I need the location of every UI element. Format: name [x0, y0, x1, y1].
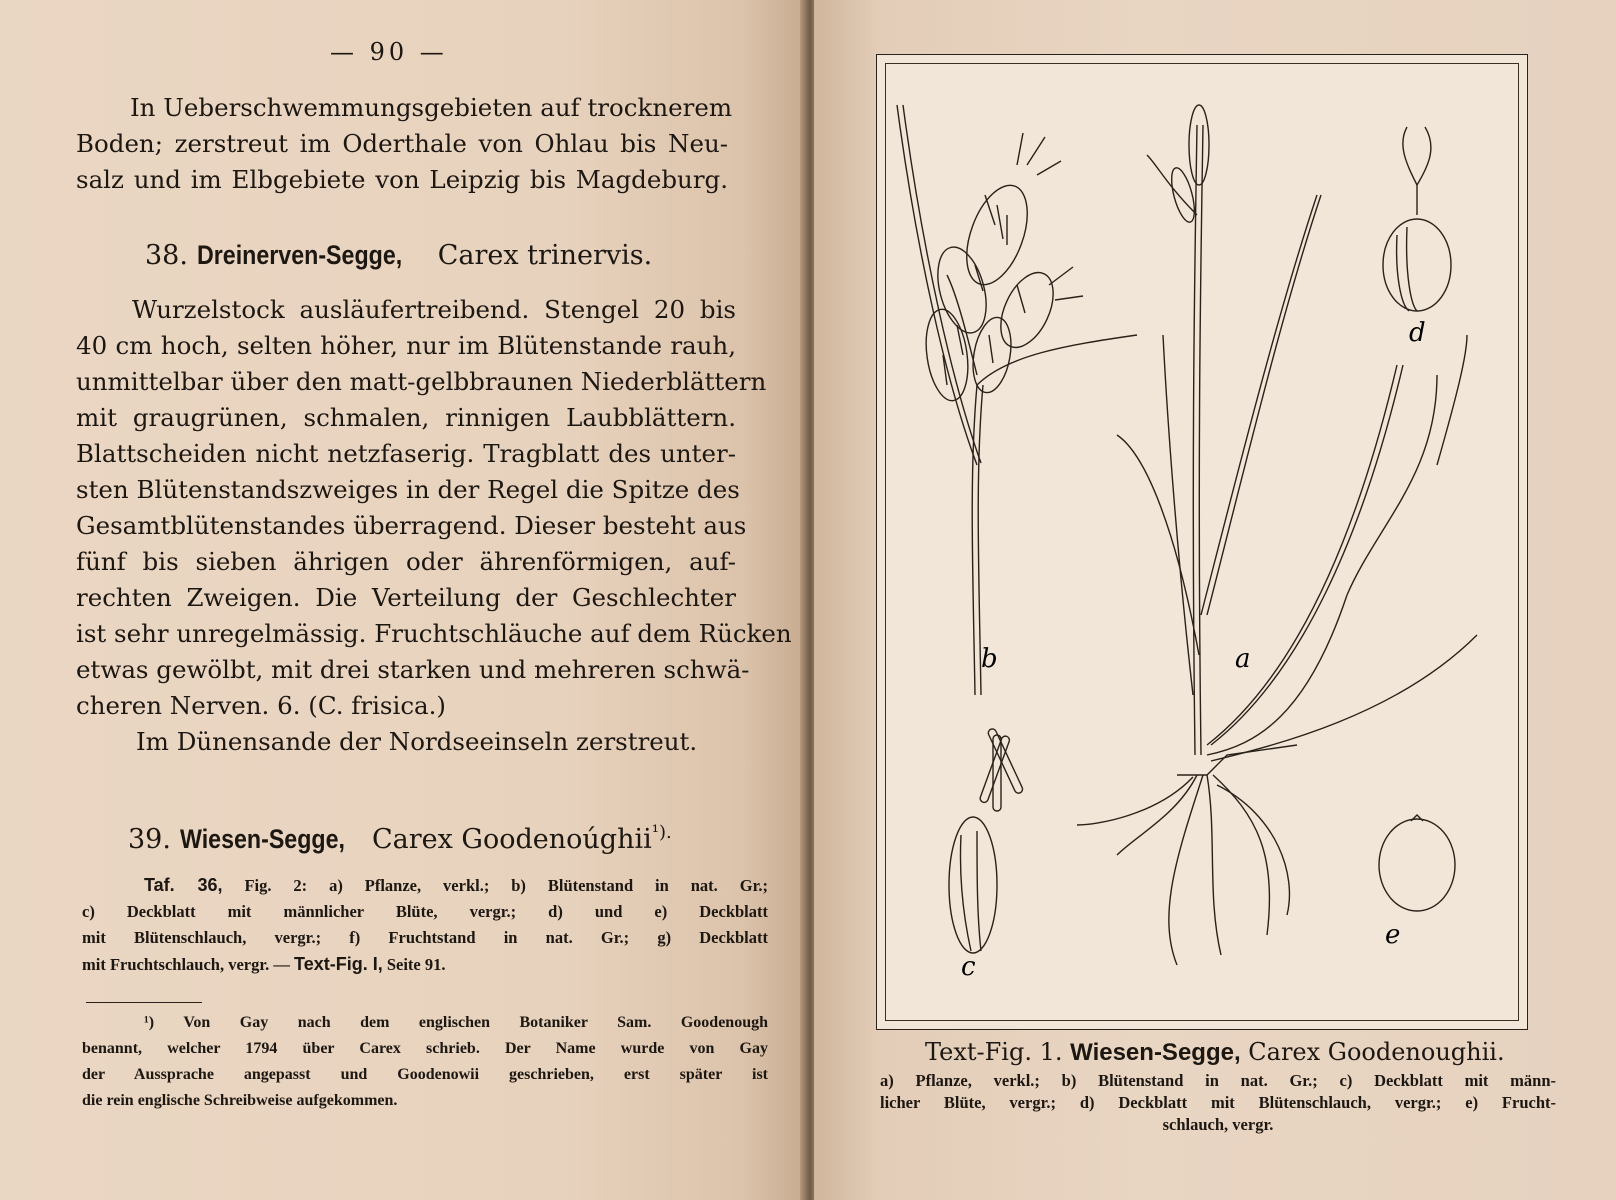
sedge-illustration — [877, 55, 1527, 1029]
footnote-divider — [86, 1002, 202, 1003]
ref-line: c) Deckblatt mit männlicher Blüte, vergr.; d) und e) Deckblatt — [82, 902, 768, 921]
description-line: unmittelbar über den matt-gelbbraunen Niederblättern — [76, 367, 767, 396]
inflorescence-drawing — [897, 105, 1137, 695]
intro-line: salz und im Elbgebiete von Leipzig bis Magdeburg. — [76, 165, 728, 194]
caption-latin-name: Carex Goodenoughii. — [1248, 1038, 1505, 1066]
figure-letter-a: a — [1235, 644, 1251, 674]
figure-letter-e: e — [1385, 920, 1401, 950]
description-line: etwas gewölbt, mit drei starken und mehreren schwä- — [76, 655, 750, 684]
description-line: Blattscheiden nicht netzfaserig. Tragblatt des unter- — [76, 439, 736, 468]
caption-prefix: Text-Fig. 1. — [925, 1038, 1063, 1066]
figure-caption-title — [925, 1038, 1505, 1067]
figure-caption-body — [880, 1070, 1556, 1136]
footnote-marker: ¹). — [651, 822, 672, 843]
description-line: mit graugrünen, schmalen, rinnigen Laubblättern. — [76, 403, 736, 432]
description-line: rechten Zweigen. Die Verteilung der Geschlechter — [76, 583, 736, 612]
caption-german-name: Wiesen-Segge, — [1070, 1039, 1241, 1066]
footnote-line: benannt, welcher 1794 über Carex schrieb. Der Name wurde von Gay — [82, 1040, 768, 1057]
plate-ref-label: Taf. 36, — [144, 875, 223, 895]
species-number: 39. — [128, 824, 171, 855]
page-number: — 90 — — [330, 38, 448, 66]
caption-line: a) Pflanze, verkl.; b) Blütenstand in nat. Gr.; c) Deckblatt mit männ- — [880, 1071, 1556, 1090]
figure-letter-b: b — [981, 644, 998, 674]
plant-drawing — [1077, 105, 1477, 965]
footnote — [82, 1010, 768, 1114]
species-german-name: Wiesen-Segge, — [179, 824, 345, 854]
footnote-line: ¹) Von Gay nach dem englischen Botaniker Sam. Goodenough — [144, 1014, 768, 1031]
species-39-heading — [128, 822, 672, 855]
species-latin-name: Carex Goodenoúghii — [371, 824, 652, 855]
description-line: sten Blütenstandszweiges in der Regel die Spitze des — [76, 475, 740, 504]
caption-line: licher Blüte, vergr.; d) Deckblatt mit Blütenschlauch, vergr.; e) Frucht- — [880, 1093, 1556, 1112]
left-page — [0, 0, 806, 1200]
fruit-drawing — [1379, 815, 1455, 911]
text-fig-ref: Text-Fig. I, — [294, 954, 383, 974]
description-line: ist sehr unregelmässig. Fruchtschläuche auf dem Rücken — [76, 619, 792, 648]
footnote-line: der Aussprache angepasst und Goodenowii geschrieben, erst später ist — [82, 1066, 768, 1083]
ref-line: mit Blütenschlauch, vergr.; f) Fruchtstand in nat. Gr.; g) Deckblatt — [82, 928, 768, 947]
intro-line: In Ueberschwemmungsgebieten auf trocknerem — [130, 93, 733, 122]
habitat-line: Im Dünensande der Nordseeinseln zerstreut. — [136, 727, 698, 756]
ref-line: Fig. 2: a) Pflanze, verkl.; b) Blütenstand in nat. Gr.; — [244, 876, 768, 895]
illustration-plate — [876, 54, 1528, 1030]
description-line: Wurzelstock ausläufertreibend. Stengel 20 bis — [132, 295, 736, 324]
footnote-line: die rein englische Schreibweise aufgekommen. — [82, 1092, 398, 1109]
description-line: fünf bis sieben ährigen oder ährenförmigen, auf- — [76, 547, 736, 576]
description-line: Gesamtblütenstandes überragend. Dieser besteht aus — [76, 511, 747, 540]
species-39-references — [82, 872, 768, 978]
species-latin-name: Carex trinervis. — [437, 240, 653, 271]
species-number: 38. — [145, 240, 188, 271]
intro-paragraph — [76, 90, 733, 198]
species-38-description — [76, 292, 792, 760]
species-german-name: Dreinerven-Segge, — [196, 240, 402, 270]
page-ref: Seite 91. — [386, 955, 446, 974]
utricle-drawing — [1383, 127, 1451, 311]
ref-line: mit Fruchtschlauch, vergr. — — [82, 955, 290, 974]
figure-letter-c: c — [961, 952, 976, 982]
figure-letter-d: d — [1409, 318, 1426, 348]
male-flower-drawing — [949, 728, 1024, 953]
description-line: cheren Nerven. 6. (C. frisica.) — [76, 691, 446, 720]
caption-line: schlauch, vergr. — [1162, 1115, 1274, 1134]
description-line: 40 cm hoch, selten höher, nur im Blütenstande rauh, — [76, 331, 736, 360]
intro-line: Boden; zerstreut im Oderthale von Ohlau bis Neu- — [76, 129, 728, 158]
species-38-heading — [145, 240, 652, 271]
